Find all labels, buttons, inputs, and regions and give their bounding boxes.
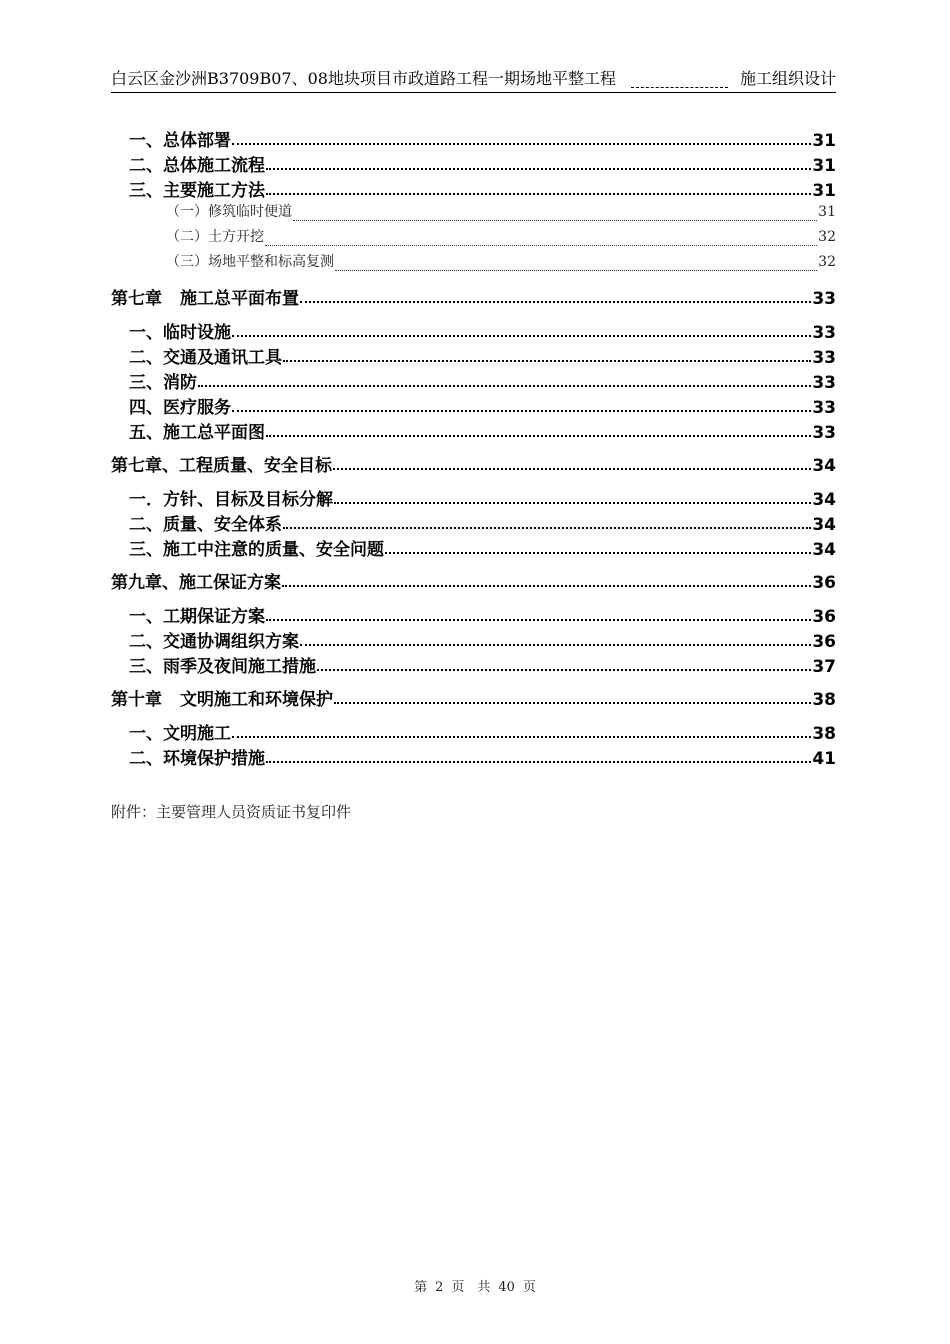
toc-entry[interactable] [111,126,836,151]
appendix-note: 附件：主要管理人员资质证书复印件 [111,803,352,821]
toc-leader [335,270,817,271]
toc-entry[interactable] [111,510,836,535]
toc-chapter-number: 第七章 [111,289,162,309]
toc-chapter-label [111,284,299,309]
toc-entry[interactable] [111,627,836,652]
toc-chapter-page: 36 [812,573,836,593]
toc-leader [282,585,811,587]
footer-mid: 页 共 [451,1280,491,1295]
header-dash-line [631,87,728,88]
page-header [111,68,836,93]
toc-chapter-number: 第十章 [111,690,162,710]
header-doc-type: 施工组织设计 [739,69,836,88]
toc-subentry[interactable] [111,201,836,226]
toc-leader [232,143,811,145]
toc-entry[interactable] [111,652,836,677]
toc-leader [334,702,811,704]
toc-entry-label: 一、文明施工 [129,724,231,744]
toc-entry-page: 31 [812,181,836,201]
toc-chapter-label: 第九章、施工保证方案 [111,573,281,593]
toc-leader [265,245,817,246]
toc-entry-label: 四、医疗服务 [129,398,231,418]
toc-entry-page: 33 [812,348,836,368]
footer-total-pages: 40 [498,1280,515,1295]
toc-entry-label: 一、工期保证方案 [129,607,265,627]
toc-chapter-title: 文明施工和环境保护 [180,690,333,710]
toc-entry-label: 三、消防 [129,373,197,393]
toc-entry[interactable] [111,151,836,176]
toc-entry-page: 34 [812,540,836,560]
toc-entry[interactable] [111,393,836,418]
toc-entry[interactable] [111,535,836,560]
toc-entry-page: 33 [812,423,836,443]
toc-entry-label: 五、施工总平面图 [129,423,265,443]
toc-entry[interactable] [111,343,836,368]
toc-entry-label: 三、施工中注意的质量、安全问题 [129,540,384,560]
toc-entry-page: 33 [812,373,836,393]
toc-subentry-page: 31 [818,204,836,220]
toc-subentry-label: （三）场地平整和标高复测 [166,254,334,270]
toc-entry-page: 36 [812,632,836,652]
toc-chapter-page: 38 [812,690,836,710]
toc-entry[interactable] [111,176,836,201]
toc-chapter-label: 第七章、工程质量、安全目标 [111,456,332,476]
toc-entry-label: 三、主要施工方法 [129,181,265,201]
toc-chapter[interactable] [111,568,836,593]
toc-chapter-page: 33 [812,289,836,309]
toc-subentry[interactable] [111,251,836,276]
toc-subentry-label: （一）修筑临时便道 [166,204,292,220]
toc-entry-page: 33 [812,398,836,418]
header-project-title: 白云区金沙洲B3709B07、08地块项目市政道路工程一期场地平整工程 [111,69,616,88]
toc-chapter[interactable] [111,685,836,710]
toc-leader [266,619,811,621]
toc-entry-page: 34 [812,490,836,510]
toc-entry-page: 31 [812,131,836,151]
toc-chapter[interactable] [111,284,836,309]
toc-subentry-label: （二）土方开挖 [166,229,264,245]
toc-leader [266,168,811,170]
toc-entry[interactable] [111,719,836,744]
toc-leader [385,552,811,554]
toc-entry-page: 37 [812,657,836,677]
toc-leader [266,761,811,763]
toc-entry-label: 二、质量、安全体系 [129,515,282,535]
toc-entry-label: 二、总体施工流程 [129,156,265,176]
toc-leader [293,220,817,221]
toc-leader [300,644,811,646]
toc-entry-label: 二、交通协调组织方案 [129,632,299,652]
toc-chapter-title: 施工总平面布置 [180,289,299,309]
toc-leader [198,385,811,387]
toc-subentry-page: 32 [818,254,836,270]
toc-entry-label: 三、雨季及夜间施工措施 [129,657,316,677]
toc-leader [266,435,811,437]
toc-entry-page: 31 [812,156,836,176]
toc-leader [333,468,811,470]
page-footer [0,1276,950,1295]
toc-entry[interactable] [111,602,836,627]
toc-chapter-label [111,685,333,710]
toc-chapter[interactable] [111,451,836,476]
toc-entry-label: 一、总体部署 [129,131,231,151]
toc-entry-page: 41 [812,749,836,769]
toc-entry[interactable] [111,318,836,343]
toc-leader [266,193,811,195]
toc-entry-page: 36 [812,607,836,627]
toc-chapter-page: 34 [812,456,836,476]
toc-leader [232,410,811,412]
toc-leader [317,669,811,671]
toc-entry[interactable] [111,744,836,769]
footer-prefix: 第 [414,1280,428,1295]
toc-entry-page: 34 [812,515,836,535]
footer-current-page: 2 [435,1280,444,1295]
toc-entry-page: 38 [812,724,836,744]
toc-entry-label: 二、交通及通讯工具 [129,348,282,368]
toc-entry[interactable] [111,418,836,443]
toc-leader [283,360,811,362]
table-of-contents [111,126,836,769]
toc-entry-label: 一．方针、目标及目标分解 [129,490,333,510]
toc-leader [232,736,811,738]
footer-suffix: 页 [522,1280,536,1295]
toc-entry-label: 二、环境保护措施 [129,749,265,769]
toc-entry[interactable] [111,485,836,510]
toc-subentry-page: 32 [818,229,836,245]
toc-leader [232,335,811,337]
toc-subentry[interactable] [111,226,836,251]
toc-leader [334,502,811,504]
toc-leader [300,301,811,303]
toc-entry[interactable] [111,368,836,393]
toc-leader [283,527,811,529]
toc-entry-page: 33 [812,323,836,343]
toc-entry-label: 一、临时设施 [129,323,231,343]
